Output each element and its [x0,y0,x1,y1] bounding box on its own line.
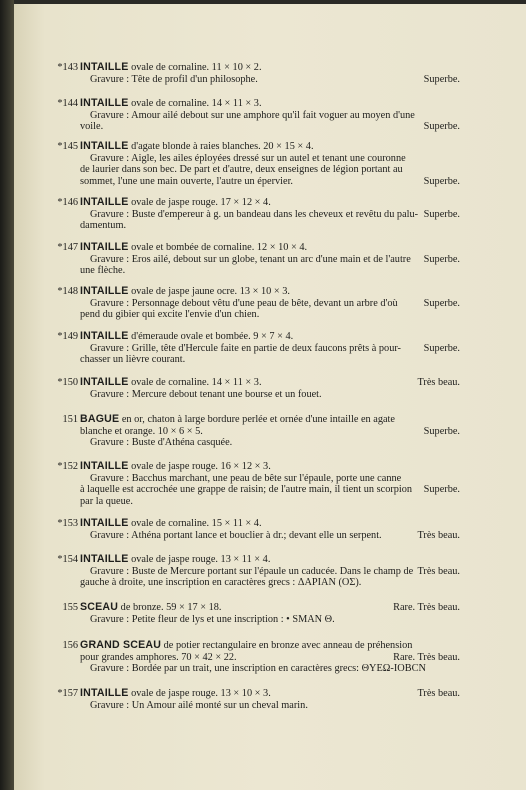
condition-grade: Superbe. [423,484,460,496]
entry-line: Gravure : Mercure debout tenant une bourse et un fouet. [90,388,322,400]
lot-number: *147 [57,242,78,253]
entry-line: pend du gibier qui excite l'envie d'un chien. [80,309,260,321]
object-description: ovale de cornaline. 14 × 11 × 3. [131,98,262,109]
object-type: GRAND SCEAU [80,639,162,651]
object-description: ovale de jaspe rouge. 13 × 11 × 4. [131,554,271,565]
object-description: ovale de jaspe jaune ocre. 13 × 10 × 3. [131,286,290,297]
condition-grade: Superbe. [423,208,460,220]
condition-grade: Superbe. [423,121,460,133]
object-description: d'émeraude ovale et bombée. 9 × 7 × 4. [131,331,294,342]
object-description: d'agate blonde à raies blanches. 20 × 15 × 4. [131,141,314,152]
condition-grade: Superbe. [423,297,460,309]
entry-heading [80,286,290,298]
object-type: INTAILLE [80,196,129,208]
entry-line: Gravure : Buste de Mercure portant sur l'épaule un caducée. Dans le champ de [90,565,414,577]
entry-line: Gravure : Eros ailé, debout sur un globe, tenant un arc d'une main et de l'autre [90,253,411,265]
condition-grade: Superbe. [423,175,460,187]
object-type: BAGUE [80,413,120,425]
object-type: INTAILLE [80,376,129,388]
object-type: INTAILLE [80,553,129,565]
entry-heading [80,518,262,530]
entry-line: à laquelle est accrochée une grappe de raisin; de l'autre main, il tient un scorpion [80,484,413,496]
entry-line: Gravure : Bacchus marchant, une peau de bête sur l'épaule, porte une canne [90,472,402,484]
entry-heading [80,554,270,566]
condition-grade: Très beau. [417,565,460,577]
object-type: INTAILLE [80,61,129,73]
object-description: ovale de cornaline. 11 × 10 × 2. [131,62,262,73]
entry-line: voile. [80,121,104,133]
condition-grade: Très beau. [417,377,460,388]
entry-line: sommet, l'une une main ouverte, l'autre un épervier. [80,175,294,187]
entry-heading [80,640,412,652]
lot-number: *143 [57,62,78,73]
object-type: INTAILLE [80,330,129,342]
entry-line: Gravure : Buste d'Athéna casquée. [90,437,233,449]
entry-line: Gravure : Grille, tête d'Hercule faite en partie de deux faucons prêts à pour- [90,342,401,354]
lot-number: *152 [57,461,78,472]
entry-line: blanche et orange. 10 × 6 × 5. [80,425,203,437]
entry-heading [80,688,271,700]
entry-heading [80,197,271,209]
object-type: INTAILLE [80,140,129,152]
lot-number: *153 [57,518,78,529]
entry-heading [80,602,222,614]
lot-number: 156 [62,640,78,651]
condition-grade: Superbe. [423,253,460,265]
lot-number: *148 [57,286,78,297]
object-description: ovale de jaspe rouge. 17 × 12 × 4. [131,197,271,208]
condition-grade: Superbe. [423,425,460,437]
condition-grade: Rare. Très beau. [393,602,460,613]
object-description: ovale de cornaline. 15 × 11 × 4. [131,518,262,529]
entry-line: Gravure : Tête de profil d'un philosophe. [90,73,258,85]
entry-line: de laurier dans son bec. De part et d'autre, deux enseignes de légion portant au [80,164,403,176]
entry-heading [80,62,262,74]
condition-grade: Superbe. [423,73,460,85]
lot-number: *146 [57,197,78,208]
object-description: de potier rectangulaire en bronze avec anneau de préhension [163,640,413,651]
entry-line: Gravure : Bordée par un trait, une inscription en caractères grecs: ΘYEΩ-IOBCN [90,663,426,675]
condition-grade: Très beau. [417,688,460,699]
object-type: INTAILLE [80,241,129,253]
object-type: INTAILLE [80,687,129,699]
entry-line: damentum. [80,220,127,232]
lot-number: *157 [57,688,78,699]
entry-line: Gravure : Amour ailé debout sur une amphore qu'il fait voguer au moyen d'une [90,109,415,121]
lot-number: *149 [57,331,78,342]
entry-line: chasser un lièvre courant. [80,354,186,366]
object-description: de bronze. 59 × 17 × 18. [120,602,222,613]
object-description: en or, chaton à large bordure perlée et ornée d'une intaille en agate [121,414,395,425]
entry-line: Gravure : Athéna portant lance et bouclier à dr.; devant elle un serpent. [90,529,382,541]
entry-line: une flèche. [80,265,126,277]
object-type: INTAILLE [80,460,129,472]
entry-line: gauche à droite, une inscription en caractères grecs : ΔAPIAN (OΣ). [80,577,362,589]
object-description: ovale de jaspe rouge. 13 × 10 × 3. [131,688,271,699]
entry-line: Gravure : Personnage debout vêtu d'une peau de bête, devant un arbre d'où [90,297,398,309]
entry-line: Gravure : Aigle, les ailes éployées dressé sur un autel et tenant une couronne [90,152,406,164]
condition-grade: Rare. Très beau. [393,651,460,663]
lot-number: *154 [57,554,78,565]
object-description: ovale et bombée de cornaline. 12 × 10 × 4. [131,242,308,253]
lot-number: *145 [57,141,78,152]
entry-line: par la queue. [80,495,133,507]
object-description: ovale de cornaline. 14 × 11 × 3. [131,377,262,388]
condition-grade: Très beau. [417,529,460,541]
entry-heading [80,331,293,343]
object-description: ovale de jaspe rouge. 16 × 12 × 3. [131,461,271,472]
lot-number: 155 [62,602,78,613]
entry-line: Gravure : Buste d'empereur à g. un bandeau dans les cheveux et revêtu du palu- [90,208,419,220]
entry-line: pour grandes amphores. 70 × 42 × 22. [80,651,237,663]
lot-number: 151 [62,414,78,425]
object-type: SCEAU [80,601,119,613]
lot-number: *150 [57,377,78,388]
book-binding-shadow [0,0,14,790]
entry-heading [80,377,262,389]
entry-heading [80,461,271,473]
entry-heading [80,98,262,110]
entry-line: Gravure : Petite fleur de lys et une inscription : • SMAN Θ. [90,613,335,625]
object-type: INTAILLE [80,517,129,529]
lot-number: *144 [57,98,78,109]
object-type: INTAILLE [80,97,129,109]
entry-heading [80,242,307,254]
entry-heading [80,414,395,426]
entry-heading [80,141,314,153]
object-type: INTAILLE [80,285,129,297]
condition-grade: Superbe. [423,342,460,354]
catalogue-page [14,4,526,790]
entry-line: Gravure : Un Amour ailé monté sur un cheval marin. [90,699,308,711]
